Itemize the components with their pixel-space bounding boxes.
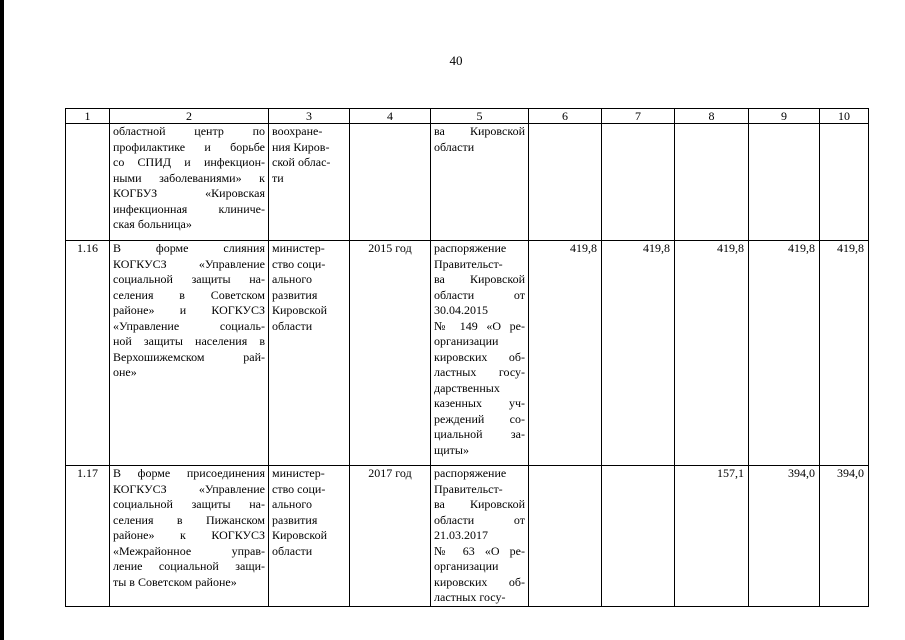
text-line: № 63 «О ре- [434,543,525,558]
value-col-7 [602,124,675,241]
value-col-8: 419,8 [675,241,749,466]
table-header-row [66,109,869,124]
text-line: областной центр по [113,124,265,138]
year [350,124,431,241]
value-col-8: 157,1 [675,466,749,607]
text-line: социальной защиты на- [113,497,265,511]
text-line: со СПИД и инфекцион- [113,155,265,169]
value-col-9: 419,8 [749,241,820,466]
table-body [66,124,869,607]
scan-left-edge [0,0,4,640]
document-table [65,108,869,607]
column-header: 1 [66,109,110,124]
row-number [66,124,110,241]
description [110,466,269,607]
column-header: 4 [350,109,431,124]
text-line: ва Кировской [434,497,525,511]
responsible-body [269,124,350,241]
row-number: 1.16 [66,241,110,466]
text-line: ской облас- [272,155,331,169]
description [110,241,269,466]
value-col-10: 394,0 [820,466,869,607]
column-header: 7 [602,109,675,124]
value-col-8 [675,124,749,241]
text-line: профилактике и борьбе [113,139,265,154]
column-header: 5 [431,109,529,124]
row-number: 1.17 [66,466,110,607]
text-line: В форме присоединения [113,466,265,480]
text-line: министер- [272,466,325,480]
text-line: инфекционная клиниче- [113,201,265,216]
value-col-10 [820,124,869,241]
text-line: селения в Советском [113,287,265,302]
value-col-9 [749,124,820,241]
text-line: КОГБУЗ «Кировская [113,186,265,200]
text-line: организации [434,559,499,573]
text-line: Правительст- [434,481,503,496]
text-line: ство соци- [272,481,326,496]
text-line: оне» [113,365,137,379]
text-line: ального [272,497,312,511]
text-line: области [272,543,313,558]
text-line: развития [272,287,318,302]
text-line: распоряжение [434,241,507,255]
text-line: 30.04.2015 [434,303,488,317]
column-header: 10 [820,109,869,124]
text-line: области [272,318,313,333]
responsible-body [269,466,350,607]
column-header: 9 [749,109,820,124]
text-line: ального [272,272,312,286]
text-line: № 149 «О ре- [434,318,525,333]
text-line: ластных госу- [434,590,506,604]
text-line: распоряжение [434,466,507,480]
text-line: ными заболеваниями» к [113,170,265,185]
text-line: ти [272,170,284,185]
column-header: 3 [269,109,350,124]
text-line: социальной защиты на- [113,272,265,286]
value-col-6: 419,8 [529,241,602,466]
text-line: развития [272,512,318,527]
value-col-7 [602,466,675,607]
text-line: ластных госу- [434,365,525,379]
year: 2017 год [350,466,431,607]
year: 2015 год [350,241,431,466]
text-line: Кировской [272,303,327,317]
text-line: «Межрайонное управ- [113,543,265,558]
text-line: ты в Советском районе» [113,574,237,589]
text-line: КОГКУСЗ «Управление [113,256,265,271]
text-line: В форме слияния [113,241,265,255]
text-line: реждений со- [434,411,525,426]
text-line: воохране- [272,124,323,138]
value-col-9: 394,0 [749,466,820,607]
text-line: кировских об- [434,349,525,364]
column-header: 2 [110,109,269,124]
text-line: районе» и КОГКУСЗ [113,303,265,317]
text-line: области от [434,512,525,527]
table-row [66,241,869,466]
text-line: ство соци- [272,256,326,271]
text-line: Верхошижемском рай- [113,349,265,364]
value-col-6 [529,124,602,241]
text-line: Кировской [272,528,327,542]
value-col-6 [529,466,602,607]
text-line: районе» к КОГКУСЗ [113,528,265,542]
text-line: 21.03.2017 [434,528,488,542]
text-line: ва Кировской [434,124,525,138]
text-line: ва Кировской [434,272,525,286]
table-row [66,466,869,607]
value-col-7: 419,8 [602,241,675,466]
value-col-10: 419,8 [820,241,869,466]
page-number: 40 [449,53,463,68]
text-line: казенных уч- [434,396,525,410]
text-line: области [434,139,475,154]
text-line: области от [434,287,525,302]
description [110,124,269,241]
text-line: селения в Пижанском [113,512,265,527]
text-line: ление социальной защи- [113,559,265,573]
text-line: КОГКУСЗ «Управление [113,481,265,496]
text-line: щиты» [434,442,469,457]
text-line: организации [434,334,499,348]
text-line: ной защиты населения в [113,334,265,348]
table-row [66,124,869,241]
legal-act [431,466,529,607]
legal-act [431,124,529,241]
text-line: министер- [272,241,325,255]
legal-act [431,241,529,466]
text-line: Правительст- [434,256,503,271]
column-header: 8 [675,109,749,124]
text-line: ская больница» [113,217,192,231]
text-line: циальной за- [434,427,525,441]
responsible-body [269,241,350,466]
text-line: кировских об- [434,574,525,589]
text-line: «Управление социаль- [113,318,265,333]
column-header: 6 [529,109,602,124]
text-line: дарственных [434,380,500,395]
text-line: ния Киров- [272,139,330,154]
